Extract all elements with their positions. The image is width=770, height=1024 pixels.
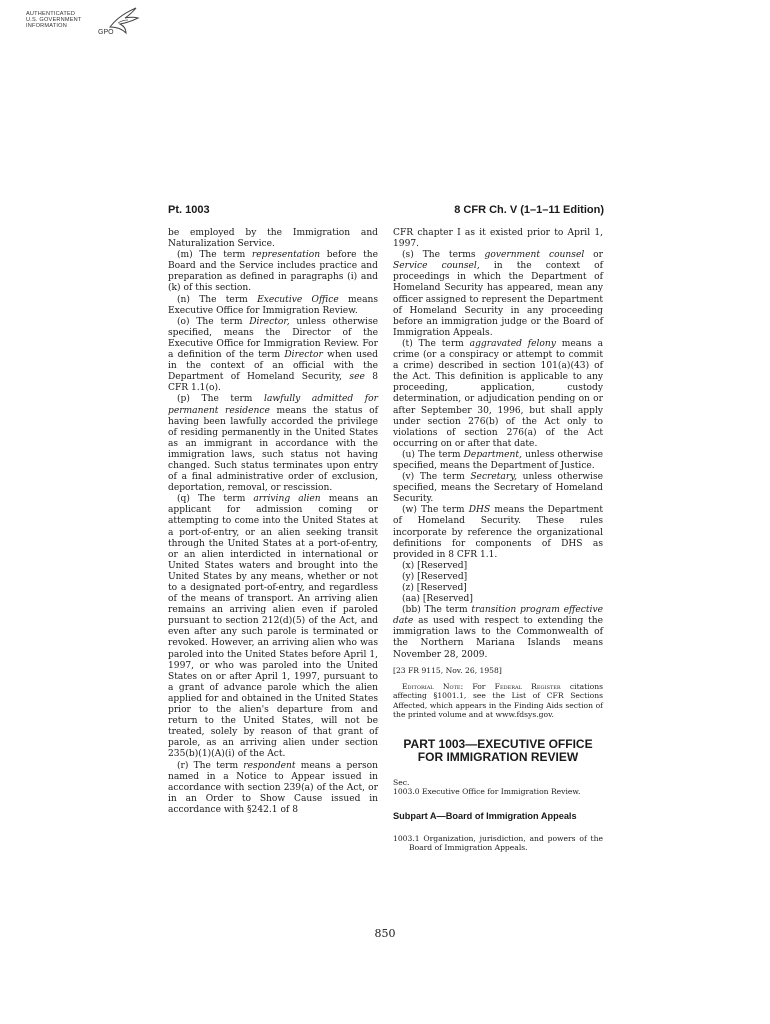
definition-q: (q) The term arriving alien means an applicant for admission coming or attempting to come into the United States at a port-of-entry, or an alien seeking transit through the United States at a port-of-entry, or an alien interdicted in international or United States waters and brought into the United States by any means, whether or not to a designated port-of-entry, and regardless of the means of transport. An arriving alien remains an arriving alien even if paroled pursuant to section 212(d)(5) of the Act, and even after any such parole is terminated or revoked. However, an arriving alien who was paroled into the United States before April 1, 1997, or who was paroled into the United States on or after April 1, 1997, pursuant to a grant of advance parole which the alien applied for and obtained in the United States prior to the alien's departure from and return to the United States, will not be treated, solely by reason of that grant of parole, as an arriving alien under section 235(b)(1)(A)(i) of the Act.: [168, 494, 378, 760]
definition-n: (n) The term Executive Office means Executive Office for Immigration Review.: [168, 294, 379, 316]
running-header: [168, 204, 604, 218]
definition-s: (s) The terms government counsel or Service counsel, in the context of proceedings in which the Department of Homeland Security has appeared, mean any officer assigned to represent the Department of Homeland Security in any proceeding before an immigration judge or the Board of Immigration Appeals.: [393, 250, 604, 338]
part-number: Pt. 1003: [168, 204, 210, 216]
toc-entry-1003-1: 1003.1 Organization, jurisdiction, and powers of the Board of Immigration Appeals.: [393, 833, 603, 852]
source-citation: [23 FR 9115, Nov. 26, 1958]: [393, 665, 502, 675]
logo-line-1: AUTHENTICATED: [26, 11, 76, 17]
definition-y: (y) [Reserved]: [402, 571, 468, 582]
part-title: PART 1003—EXECUTIVE OFFICE FOR IMMIGRATION REVIEW: [403, 736, 593, 764]
toc-entry-1003-0: 1003.0 Executive Office for Immigration Review.: [393, 787, 581, 797]
logo-line-3: INFORMATION: [26, 23, 67, 29]
definition-m: (m) The term representation before the Board and the Service includes practice and preparation as defined in paragraphs (i) and (k) of this section.: [168, 250, 378, 294]
definition-v: (v) The term Secretary, unless otherwise specified, means the Secretary of Homeland Security.: [393, 472, 603, 505]
definition-u: (u) The term Department, unless otherwise specified, means the Department of Justice.: [393, 449, 604, 471]
left-column: [168, 228, 378, 816]
definition-r: (r) The term respondent means a person named in a Notice to Appear issued in accordance with section 239(a) of the Act, or in an Order to Show Cause issued in accordance with §242.1 of 8: [168, 760, 378, 815]
right-column: [393, 228, 603, 852]
subpart-title: Subpart A—Board of Immigration Appeals: [393, 810, 577, 821]
logo-line-2: U.S. GOVERNMENT: [26, 17, 82, 23]
definition-bb: (bb) The term transition program effective date as used with respect to extending the immigration laws to the Commonwealth of the Northern Mariana Islands means November 28, 2009.: [393, 605, 603, 660]
continued-paragraph: CFR chapter I as it existed prior to April 1, 1997.: [393, 228, 603, 250]
definition-w: (w) The term DHS means the Department of Homeland Security. These rules incorporate by reference the organizational definitions for components of DHS as provided in 8 CFR 1.1.: [393, 505, 603, 560]
cfr-edition: 8 CFR Ch. V (1–1–11 Edition): [454, 204, 604, 216]
section-label: Sec.: [393, 777, 410, 787]
page-number: 850: [374, 927, 396, 940]
definition-z: (z) [Reserved]: [402, 583, 467, 593]
definition-t: (t) The term aggravated felony means a crime (or a conspiracy or attempt to commit a crime) described in section 101(a)(43) of the Act. This definition is applicable to any proceeding, application, custody determination, or adjudication pending on or after September 30, 1996, but shall apply under section 276(b) of the Act only to violations of section 276(a) of the Act occurring on or after that date.: [393, 338, 604, 449]
definition-p: (p) The term lawfully admitted for permanent residence means the status of having been lawfully accorded the privilege of residing permanently in the United States as an immigrant in accordance with the immigration laws, such status not having changed. Such status terminates upon entry of a final administrative order of exclusion, deportation, removal, or rescission.: [168, 394, 378, 494]
definition-o: (o) The term Director, unless otherwise specified, means the Director of the Executive Office for Immigration Review. For a definition of the term Director when used in the context of an official with the Department of Homeland Security, see 8 CFR 1.1(o).: [168, 316, 379, 394]
continued-paragraph: be employed by the Immigration and Naturalization Service.: [168, 228, 378, 250]
definition-x: (x) [Reserved]: [402, 560, 468, 571]
gpo-authentication-logo: [20, 5, 142, 51]
logo-agency: GPO: [98, 29, 114, 36]
definition-aa: (aa) [Reserved]: [402, 594, 473, 605]
editorial-note: Editorial Note: For Federal Register citations affecting §1001.1, see the List of CFR Sections Affected, which appears in the Finding Aids section of the printed volume and at www.fdsys.gov.: [393, 682, 604, 720]
